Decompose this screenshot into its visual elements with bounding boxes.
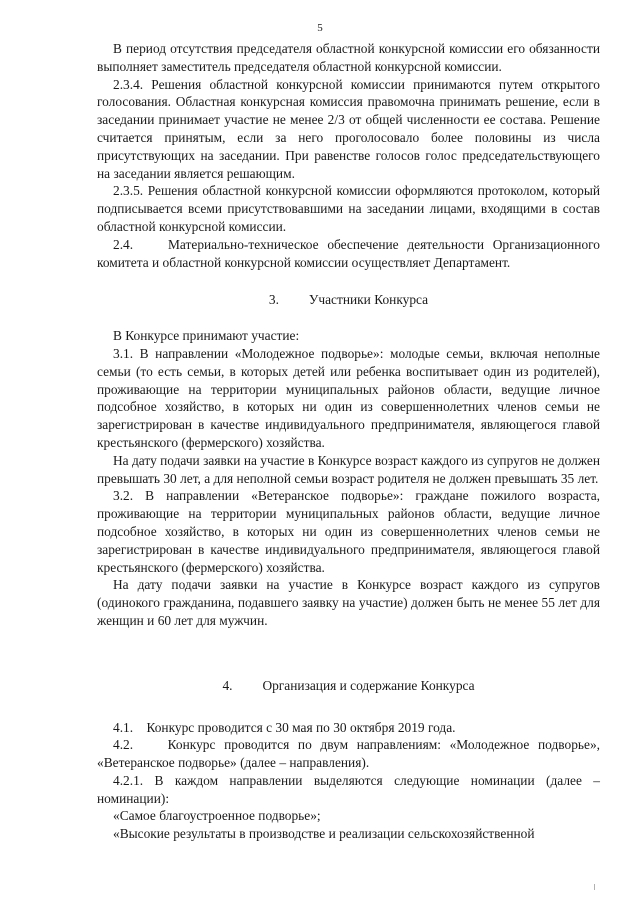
paragraph-3-1: 3.1. В направлении «Молодежное подворье»: молодые семьи, включая неполные семьи (то есть семьи, в которых детей или ребенка воспитывает один из родителей), проживающие на территории муниципальных районов области, ведущие личное подсобное хозяйство, в которых ни один из совершеннолетних членов семьи не зарегистрирован в качестве индивидуального предпринимателя, являющегося главой крестьянского (фермерского) хозяйства. <box>97 345 600 450</box>
section-4-number: 4. <box>222 677 233 693</box>
scan-mark <box>594 884 595 890</box>
paragraph-deputy-chair: В период отсутствия председателя областной конкурсной комиссии его обязанности выполняет заместитель председателя областной конкурсной комиссии. <box>97 41 600 74</box>
paragraph-4-2: 4.2. Конкурс проводится по двум направлениям: «Молодежное подворье», «Ветеранское подворье» (далее – направления). <box>97 737 600 771</box>
section-3-number: 3. <box>268 292 279 308</box>
paragraph-4-1: 4.1. Конкурс проводится с 30 мая по 30 октября 2019 года. <box>113 719 456 735</box>
nomination-item: «Самое благоустроенное подворье»; <box>113 808 321 824</box>
paragraph-age-young: На дату подачи заявки на участие в Конкурсе возраст каждого из супругов не должен превышать 30 лет, а для неполной семьи возраст родителя не должен превышать 35 лет. <box>97 452 600 486</box>
section-4-heading <box>97 677 600 695</box>
paragraph-2-4: 2.4. Материально-техническое обеспечение деятельности Организационного комитета и областной конкурсной комиссии осуществляет Департамент. <box>97 236 600 270</box>
paragraph-participants-intro: В Конкурсе принимают участие: <box>113 328 300 344</box>
paragraph-age-veteran: На дату подачи заявки на участие в Конкурсе возраст каждого из супругов (одинокого гражданина, подавшего заявку на участие) должен быть не менее 55 лет для женщин и 60 лет для мужчин. <box>97 577 600 628</box>
nomination-item: «Высокие результаты в производстве и реализации сельскохозяйственной <box>113 826 535 842</box>
section-3-heading <box>97 291 600 309</box>
paragraph-4-2-1: 4.2.1. В каждом направлении выделяются следующие номинации (далее – номинации): <box>97 772 600 806</box>
paragraph-2-3-5: 2.3.5. Решения областной конкурсной комиссии оформляются протоколом, который подписывается всеми присутствовавшими на заседании лицами, входящими в состав областной конкурсной комиссии. <box>97 183 600 234</box>
paragraph-2-3-4: 2.3.4. Решения областной конкурсной комиссии принимаются путем открытого голосования. Областная конкурсная комиссия правомочна принимать решение, если в заседании принимает участие не менее 2/3 от общей численности ее состава. Решение считается принятым, если за него проголосовало более половины из числа присутствующих на заседании. При равенстве голосов голос председательствующего на заседании является решающим. <box>97 76 600 181</box>
document-body <box>97 40 600 843</box>
page-number: 5 <box>317 22 323 34</box>
section-4-title: Организация и содержание Конкурса <box>262 677 475 693</box>
section-3-title: Участники Конкурса <box>308 292 429 308</box>
paragraph-3-2: 3.2. В направлении «Ветеранское подворье»: граждане пожилого возраста, проживающие на территории муниципальных районов области, ведущие личное подсобное хозяйство, в которых ни один из совершеннолетних членов семьи не зарегистрирован в качестве индивидуального предпринимателя, являющегося главой крестьянского (фермерского) хозяйства. <box>97 488 600 575</box>
